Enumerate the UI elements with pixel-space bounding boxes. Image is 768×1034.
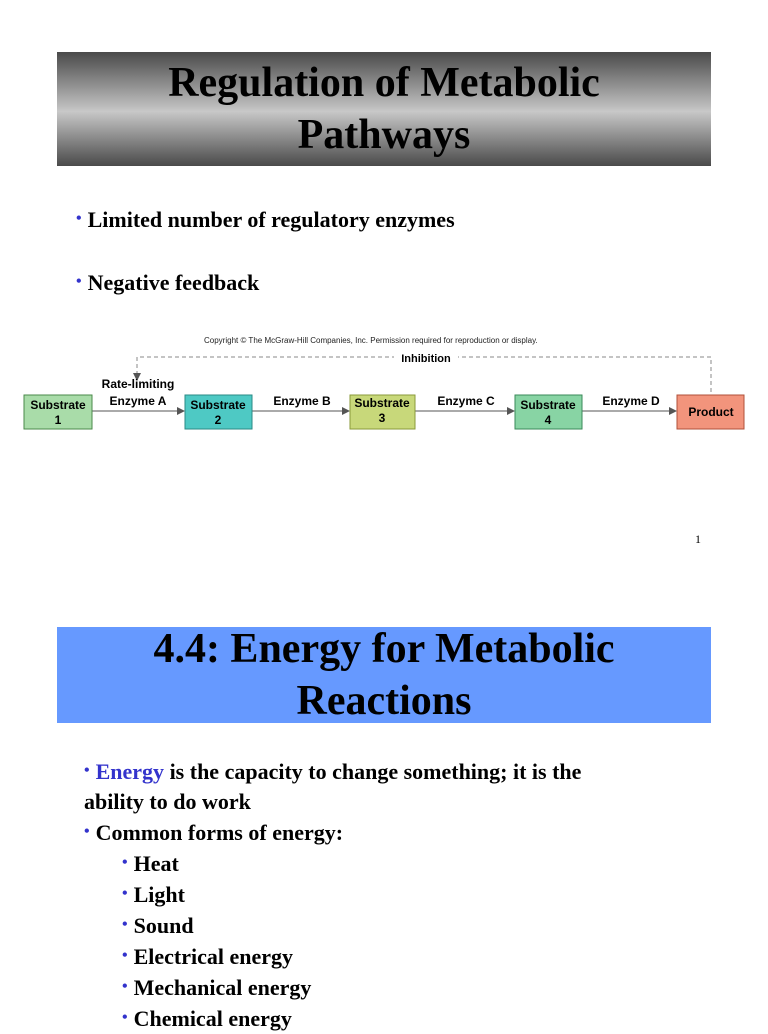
node-substrate-4 <box>515 395 582 429</box>
node-label: Substrate <box>190 398 246 412</box>
bullet-dot-icon: • <box>122 947 128 964</box>
node-substrate-1 <box>24 395 92 429</box>
list-item: • Mechanical energy <box>122 975 312 1000</box>
node-substrate-3 <box>350 395 415 429</box>
node-number: 1 <box>54 413 62 427</box>
enzyme-b-label: Enzyme B <box>273 394 331 408</box>
title-line-2: Reactions <box>296 678 472 724</box>
rate-limiting-label: Rate-limiting <box>101 377 175 391</box>
title-line-1: Regulation of Metabolic <box>168 60 600 106</box>
energy-definition <box>84 756 704 817</box>
list-item: • Electrical energy <box>122 944 294 969</box>
node-label: Substrate <box>30 398 86 412</box>
inhibition-label: Inhibition <box>401 353 451 365</box>
slide-2 <box>0 580 768 1031</box>
bullet-dot-icon: • <box>84 823 90 840</box>
bullet-dot-icon: • <box>84 762 90 779</box>
list-item: • Heat <box>122 851 179 876</box>
enzyme-d-label: Enzyme D <box>602 394 660 408</box>
bullet-negative-feedback: • Negative feedback <box>76 270 260 295</box>
node-number: 2 <box>214 413 222 427</box>
energy-term: Energy <box>95 759 165 784</box>
slide-title <box>57 627 711 723</box>
page-number: 1 <box>695 532 701 546</box>
node-substrate-2 <box>185 395 252 429</box>
node-number: 4 <box>544 413 552 427</box>
bullet-dot-icon: • <box>76 210 82 227</box>
copyright-notice: Copyright © The McGraw-Hill Companies, Inc. Permission required for reproduction or display. <box>204 336 538 345</box>
node-number: 3 <box>378 411 386 425</box>
enzyme-c-label: Enzyme C <box>437 394 495 408</box>
list-item: • Light <box>122 882 185 907</box>
bullet-dot-icon: • <box>76 273 82 290</box>
bullet-dot-icon: • <box>122 978 128 995</box>
title-line-2: Pathways <box>297 112 471 158</box>
bullet-dot-icon: • <box>122 854 128 871</box>
bullet-common-forms: • Common forms of energy: <box>84 820 344 845</box>
bullet-dot-icon: • <box>122 1009 128 1026</box>
bullet-regulatory-enzymes: • Limited number of regulatory enzymes <box>76 207 455 232</box>
energy-definition-text: is the capacity to change something; it is the <box>169 759 582 784</box>
list-item: • Chemical energy <box>122 1006 292 1031</box>
title-line-1: 4.4: Energy for Metabolic <box>153 626 615 672</box>
list-item: • Sound <box>122 913 194 938</box>
node-label: Product <box>688 405 734 419</box>
bullet-dot-icon: • <box>122 916 128 933</box>
energy-definition-continued: ability to do work <box>84 789 251 814</box>
node-label: Substrate <box>520 398 576 412</box>
node-label: Substrate <box>354 396 410 410</box>
node-product <box>677 395 744 429</box>
energy-forms-list <box>122 848 311 1034</box>
bullet-dot-icon: • <box>122 885 128 902</box>
enzyme-a-label: Enzyme A <box>109 394 167 408</box>
